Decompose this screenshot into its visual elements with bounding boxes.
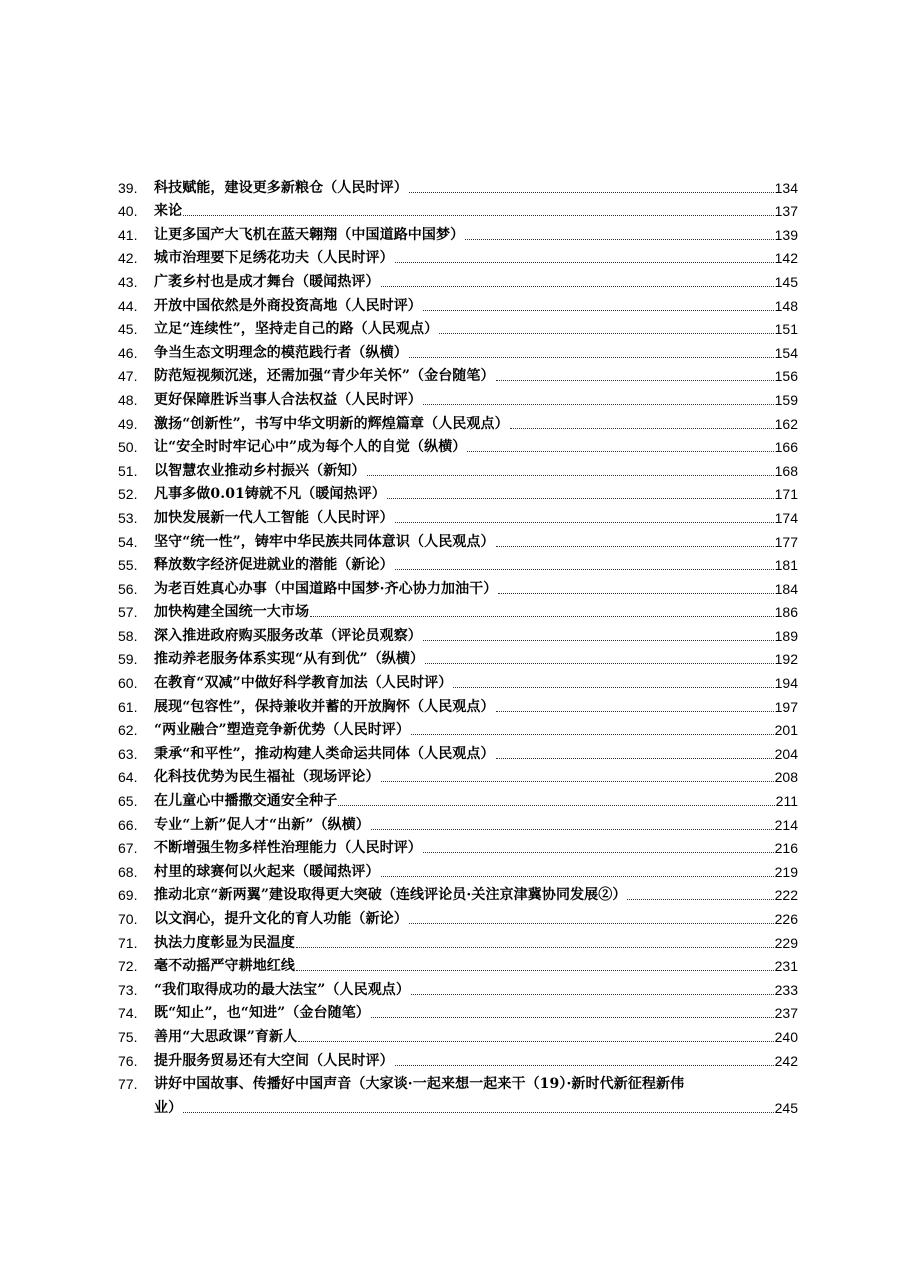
toc-entry-title-continued: 业） bbox=[154, 1099, 183, 1116]
toc-entry-number: 52. bbox=[118, 486, 138, 503]
toc-entry-number: 44. bbox=[118, 297, 138, 314]
toc-entry-number: 55. bbox=[118, 557, 138, 574]
toc-entry-number: 57. bbox=[118, 604, 138, 621]
toc-entry-page: 166 bbox=[774, 439, 798, 456]
toc-leader-dots bbox=[496, 757, 774, 759]
toc-entry-title: 凡事多做0.01铸就不凡（暖闻热评） bbox=[154, 486, 386, 503]
toc-entry-title: 以文润心，提升文化的育人功能（新论） bbox=[154, 911, 408, 927]
toc-entry-number: 75. bbox=[118, 1028, 138, 1045]
toc-entry-title: 在儿童心中播撒交通安全种子 bbox=[154, 793, 338, 810]
toc-entry-number: 73. bbox=[118, 981, 138, 998]
toc-entry-page: 186 bbox=[774, 604, 798, 621]
toc-entry-title: 广袤乡村也是成才舞台（暖闻热评） bbox=[154, 273, 380, 290]
toc-entry-page: 142 bbox=[774, 250, 798, 267]
toc-entry[interactable] bbox=[118, 810, 798, 834]
toc-entry[interactable] bbox=[118, 480, 798, 504]
toc-entry[interactable] bbox=[118, 315, 798, 339]
toc-entry-title: 村里的球赛何以火起来（暖闻热评） bbox=[154, 863, 380, 880]
toc-entry-number: 64. bbox=[118, 769, 138, 786]
toc-entry-page: 156 bbox=[774, 368, 798, 385]
toc-entry[interactable] bbox=[118, 385, 798, 409]
toc-entry[interactable] bbox=[118, 952, 798, 976]
toc-entry-number: 51. bbox=[118, 462, 138, 479]
toc-leader-dots bbox=[496, 379, 774, 381]
toc-entry-title: 立足“连续性”，坚持走自己的路（人民观点） bbox=[154, 321, 439, 338]
toc-entry-page: 214 bbox=[774, 816, 798, 833]
toc-entry-title: 为老百姓真心办事（中国道路中国梦·齐心协力加油干） bbox=[154, 580, 498, 597]
toc-leader-dots bbox=[423, 639, 774, 641]
toc-entry-title: 深入推进政府购买服务改革（评论员观察） bbox=[154, 627, 422, 644]
toc-entry-page: 168 bbox=[774, 462, 798, 479]
toc-entry[interactable] bbox=[118, 668, 798, 692]
toc-leader-dots bbox=[381, 875, 774, 877]
toc-entry-page: 192 bbox=[774, 651, 798, 668]
toc-entry-page: 177 bbox=[774, 533, 798, 550]
toc-entry-number: 76. bbox=[118, 1052, 138, 1069]
toc-entry-page: 219 bbox=[774, 863, 798, 880]
toc-entry-number: 69. bbox=[118, 887, 138, 904]
toc-leader-dots bbox=[395, 568, 774, 570]
toc-leader-dots bbox=[409, 922, 774, 924]
toc-leader-dots bbox=[498, 592, 773, 594]
toc-leader-dots bbox=[510, 427, 774, 429]
toc-entry-page: 201 bbox=[774, 722, 798, 739]
toc-entry[interactable] bbox=[118, 267, 798, 291]
toc-entry-page: 171 bbox=[774, 486, 798, 503]
toc-entry-title: 开放中国依然是外商投资高地（人民时评） bbox=[154, 297, 422, 314]
toc-leader-dots bbox=[411, 733, 774, 735]
toc-entry-page: 229 bbox=[774, 934, 798, 951]
toc-entry-number: 53. bbox=[118, 509, 138, 526]
toc-leader-dots bbox=[423, 309, 774, 311]
toc-entry-title: 加快发展新一代人工智能（人民时评） bbox=[154, 509, 394, 526]
toc-entry-number: 45. bbox=[118, 321, 138, 338]
toc-entry-title: 既“知止”，也“知进”（金台随笔） bbox=[154, 1005, 370, 1022]
toc-entry[interactable] bbox=[118, 621, 798, 645]
toc-entry[interactable] bbox=[118, 975, 798, 999]
toc-entry-number: 50. bbox=[118, 439, 138, 456]
toc-entry[interactable] bbox=[118, 904, 798, 928]
toc-entry-title: 推动北京“新两翼”建设取得更大突破（连线评论员·关注京津冀协同发展②） bbox=[154, 887, 627, 904]
toc-leader-dots bbox=[425, 662, 774, 664]
toc-entry[interactable] bbox=[118, 456, 798, 480]
toc-entry-title: 城市治理要下足绣花功夫（人民时评） bbox=[154, 250, 394, 267]
toc-entry-page: 242 bbox=[774, 1052, 798, 1069]
toc-entry-title: 在教育“双减”中做好科学教育加法（人民时评） bbox=[154, 675, 453, 692]
toc-entry-number: 42. bbox=[118, 250, 138, 267]
toc-entry[interactable] bbox=[118, 928, 798, 952]
toc-entry[interactable] bbox=[118, 527, 798, 551]
toc-entry[interactable] bbox=[118, 739, 798, 763]
toc-entry[interactable] bbox=[118, 716, 798, 740]
toc-entry[interactable] bbox=[118, 692, 798, 716]
toc-entry-title: 坚守“统一性”，铸牢中华民族共同体意识（人民观点） bbox=[154, 533, 495, 550]
toc-entry-title: “我们取得成功的最大法宝”（人民观点） bbox=[154, 981, 411, 998]
toc-leader-dots bbox=[310, 615, 774, 617]
toc-entry-page: 174 bbox=[774, 509, 798, 526]
toc-entry[interactable] bbox=[118, 786, 798, 810]
toc-leader-dots bbox=[395, 1064, 774, 1066]
toc-entry[interactable] bbox=[118, 999, 798, 1023]
toc-entry[interactable] bbox=[118, 1070, 798, 1117]
toc-entry-number: 54. bbox=[118, 533, 138, 550]
toc-entry-page: 245 bbox=[774, 1099, 798, 1116]
toc-entry-page: 222 bbox=[774, 887, 798, 904]
toc-entry-title: 专业“上新”促人才“出新”（纵横） bbox=[154, 816, 370, 833]
toc-entry[interactable] bbox=[118, 409, 798, 433]
toc-leader-dots bbox=[453, 686, 773, 688]
toc-leader-dots bbox=[411, 993, 774, 995]
toc-entry-title: 秉承“和平性”，推动构建人类命运共同体（人民观点） bbox=[154, 745, 495, 762]
toc-entry-number: 46. bbox=[118, 344, 138, 361]
toc-entry-page: 184 bbox=[774, 580, 798, 597]
toc-leader-dots bbox=[371, 828, 774, 830]
toc-entry[interactable] bbox=[118, 433, 798, 457]
toc-entry[interactable] bbox=[118, 291, 798, 315]
toc-entry-page: 197 bbox=[774, 698, 798, 715]
toc-entry[interactable] bbox=[118, 763, 798, 787]
toc-entry[interactable] bbox=[118, 1022, 798, 1046]
toc-entry-page: 216 bbox=[774, 840, 798, 857]
toc-entry-title: 执法力度彰显为民温度 bbox=[154, 934, 295, 951]
toc-entry-title: 化科技优势为民生福祉（现场评论） bbox=[154, 769, 380, 786]
toc-entry-title: 让“安全时时牢记心中”成为每个人的自觉（纵横） bbox=[154, 439, 467, 456]
toc-leader-dots bbox=[423, 851, 774, 853]
toc-entry[interactable] bbox=[118, 574, 798, 598]
toc-leader-dots bbox=[409, 191, 774, 193]
toc-entry-title: 释放数字经济促进就业的潜能（新论） bbox=[154, 557, 394, 574]
toc-entry-number: 58. bbox=[118, 627, 138, 644]
toc-entry-page: 226 bbox=[774, 911, 798, 927]
toc-entry-page: 240 bbox=[774, 1028, 798, 1045]
toc-entry[interactable] bbox=[118, 857, 798, 881]
toc-entry-number: 72. bbox=[118, 958, 138, 975]
toc-leader-dots bbox=[467, 450, 773, 452]
toc-entry-page: 148 bbox=[774, 297, 798, 314]
toc-entry-number: 63. bbox=[118, 745, 138, 762]
toc-entry-number: 68. bbox=[118, 863, 138, 880]
toc-entry[interactable] bbox=[118, 338, 798, 362]
toc-entry-page: 231 bbox=[774, 958, 798, 975]
toc-entry-page: 162 bbox=[774, 415, 798, 432]
toc-entry-number: 49. bbox=[118, 415, 138, 432]
toc-leader-dots bbox=[296, 946, 774, 948]
toc-leader-dots bbox=[298, 1040, 773, 1042]
toc-entry-number: 66. bbox=[118, 816, 138, 833]
toc-leader-dots bbox=[465, 238, 773, 240]
toc-entry-number: 70. bbox=[118, 911, 138, 927]
toc-entry-title: 来论 bbox=[154, 203, 183, 220]
toc-entry-title: 毫不动摇严守耕地红线 bbox=[154, 958, 295, 975]
toc-entry[interactable] bbox=[118, 244, 798, 268]
toc-entry-number: 48. bbox=[118, 391, 138, 408]
toc-entry[interactable] bbox=[118, 220, 798, 244]
toc-leader-dots bbox=[338, 804, 774, 806]
toc-entry[interactable] bbox=[118, 881, 798, 905]
toc-entry-title: 更好保障胜诉当事人合法权益（人民时评） bbox=[154, 391, 422, 408]
toc-entry-page: 208 bbox=[774, 769, 798, 786]
toc-entry-page: 233 bbox=[774, 981, 798, 998]
toc-entry-title: 科技赋能，建设更多新粮仓（人民时评） bbox=[154, 179, 408, 196]
toc-entry-number: 77. bbox=[118, 1076, 138, 1093]
toc-entry[interactable] bbox=[118, 1046, 798, 1070]
toc-leader-dots bbox=[387, 497, 774, 499]
toc-entry-title: 争当生态文明理念的模范践行者（纵横） bbox=[154, 344, 408, 361]
toc-entry-number: 67. bbox=[118, 840, 138, 857]
toc-entry-number: 61. bbox=[118, 698, 138, 715]
toc-entry-number: 60. bbox=[118, 675, 138, 692]
toc-leader-dots bbox=[183, 214, 773, 216]
toc-leader-dots bbox=[367, 474, 774, 476]
toc-entry-page: 137 bbox=[774, 203, 798, 220]
toc-entry-page: 151 bbox=[774, 321, 798, 338]
toc-entry-page: 154 bbox=[774, 344, 798, 361]
toc-leader-dots bbox=[496, 545, 774, 547]
toc-leader-dots bbox=[395, 261, 774, 263]
toc-entry-title: 防范短视频沉迷，还需加强“青少年关怀”（金台随笔） bbox=[154, 368, 495, 385]
toc-leader-dots bbox=[627, 898, 773, 900]
toc-leader-dots bbox=[296, 969, 774, 971]
toc-entry-page: 211 bbox=[775, 793, 798, 810]
toc-leader-dots bbox=[183, 1111, 773, 1113]
toc-entry-page: 204 bbox=[774, 745, 798, 762]
toc-entry[interactable] bbox=[118, 598, 798, 622]
toc-leader-dots bbox=[439, 332, 773, 334]
toc-entry-title: 激扬“创新性”，书写中华文明新的辉煌篇章（人民观点） bbox=[154, 415, 509, 432]
toc-entry-number: 59. bbox=[118, 651, 138, 668]
toc-leader-dots bbox=[381, 780, 774, 782]
toc-entry-number: 65. bbox=[118, 793, 138, 810]
toc-leader-dots bbox=[409, 356, 774, 358]
toc-entry-number: 56. bbox=[118, 580, 138, 597]
toc-entry[interactable] bbox=[118, 173, 798, 197]
toc-entry-title: 善用“大思政课”育新人 bbox=[154, 1028, 298, 1045]
toc-entry[interactable] bbox=[118, 645, 798, 669]
toc-entry-page: 194 bbox=[774, 675, 798, 692]
toc-leader-dots bbox=[395, 521, 774, 523]
toc-entry-title: 推动养老服务体系实现“从有到优”（纵横） bbox=[154, 651, 425, 668]
toc-entry-title: 让更多国产大飞机在蓝天翱翔（中国道路中国梦） bbox=[154, 226, 465, 243]
toc-entry[interactable] bbox=[118, 834, 798, 858]
toc-entry-number: 41. bbox=[118, 226, 138, 243]
toc-leader-dots bbox=[496, 710, 774, 712]
toc-entry-page: 181 bbox=[774, 557, 798, 574]
toc-entry-title: 展现“包容性”，保持兼收并蓄的开放胸怀（人民观点） bbox=[154, 698, 495, 715]
toc-entry-number: 43. bbox=[118, 273, 138, 290]
toc-entry-title: 讲好中国故事、传播好中国声音（大家谈·一起来想一起来干（19）·新时代新征程新伟 bbox=[154, 1076, 685, 1093]
toc-entry-title: “两业融合”塑造竞争新优势（人民时评） bbox=[154, 722, 411, 739]
toc-entry[interactable] bbox=[118, 503, 798, 527]
toc-leader-dots bbox=[381, 285, 774, 287]
toc-entry-page: 145 bbox=[774, 273, 798, 290]
toc-entry-page: 189 bbox=[774, 627, 798, 644]
toc-leader-dots bbox=[423, 403, 774, 405]
toc-entry-page: 134 bbox=[774, 179, 798, 196]
table-of-contents bbox=[118, 173, 798, 1117]
toc-entry-number: 40. bbox=[118, 203, 138, 220]
toc-entry-number: 47. bbox=[118, 368, 138, 385]
toc-entry-number: 39. bbox=[118, 179, 138, 196]
toc-entry-title: 不断增强生物多样性治理能力（人民时评） bbox=[154, 840, 422, 857]
toc-entry[interactable] bbox=[118, 551, 798, 575]
toc-entry-number: 74. bbox=[118, 1005, 138, 1022]
toc-entry[interactable] bbox=[118, 197, 798, 221]
toc-entry-page: 237 bbox=[774, 1005, 798, 1022]
toc-entry-title: 以智慧农业推动乡村振兴（新知） bbox=[154, 462, 366, 479]
toc-entry-page: 139 bbox=[774, 226, 798, 243]
toc-leader-dots bbox=[371, 1016, 774, 1018]
toc-entry-number: 62. bbox=[118, 722, 138, 739]
toc-entry-page: 159 bbox=[774, 391, 798, 408]
toc-entry-title: 加快构建全国统一大市场 bbox=[154, 604, 310, 621]
toc-entry[interactable] bbox=[118, 362, 798, 386]
toc-entry-title: 提升服务贸易还有大空间（人民时评） bbox=[154, 1052, 394, 1069]
toc-entry-number: 71. bbox=[118, 934, 138, 951]
